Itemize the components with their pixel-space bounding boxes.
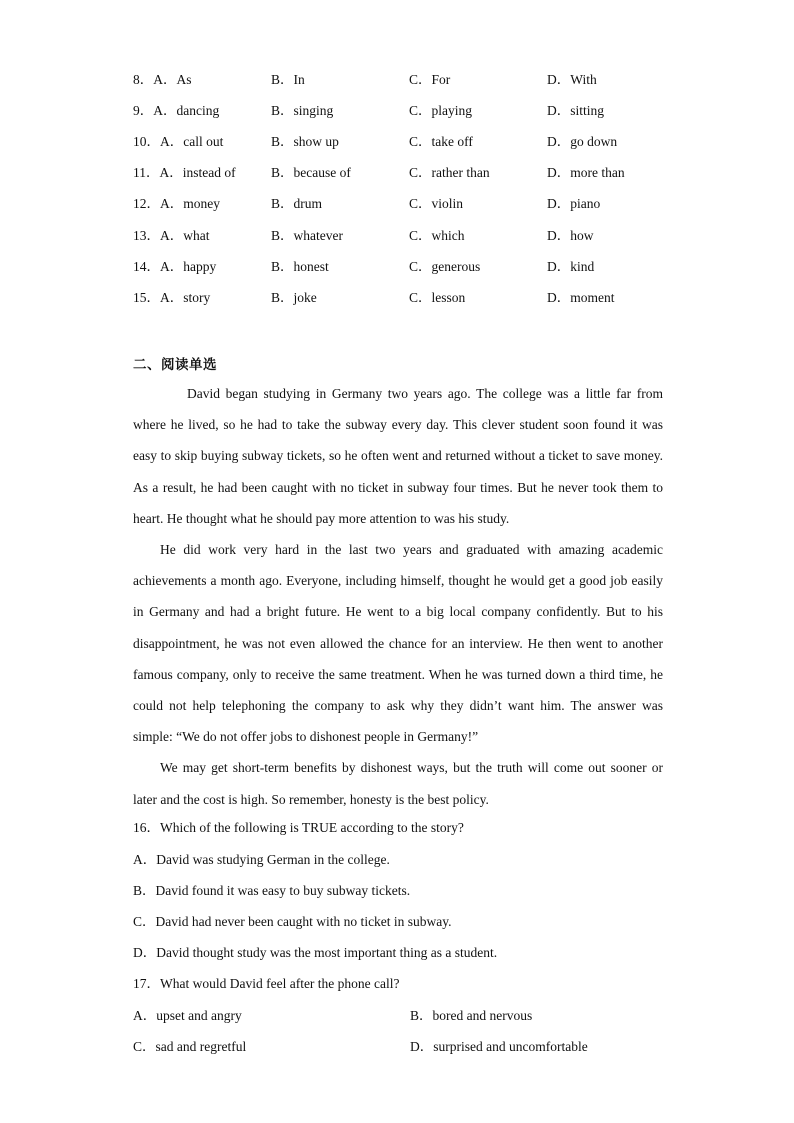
options-row-15 bbox=[133, 286, 673, 306]
question-17-option-c: C．sad and regretful bbox=[133, 1039, 247, 1054]
option-b: B．whatever bbox=[271, 228, 343, 243]
option-c: C．take off bbox=[409, 134, 473, 149]
option-b: B．In bbox=[271, 72, 305, 87]
option-a: 8．A．As bbox=[133, 72, 192, 87]
options-row-11 bbox=[133, 161, 673, 181]
option-d: D．With bbox=[547, 72, 597, 87]
question-16-option-b: B．David found it was easy to buy subway tickets. bbox=[133, 883, 411, 898]
option-d: D．moment bbox=[547, 290, 615, 305]
question-16-option-c: C．David had never been caught with no ticket in subway. bbox=[133, 914, 452, 929]
options-row-9 bbox=[133, 99, 673, 119]
options-row-13 bbox=[133, 224, 673, 244]
option-d: D．more than bbox=[547, 165, 625, 180]
option-a: 10．A．call out bbox=[133, 134, 224, 149]
option-d: D．how bbox=[547, 228, 594, 243]
option-a: 9．A．dancing bbox=[133, 103, 220, 118]
options-row-14 bbox=[133, 255, 673, 275]
options-row-10 bbox=[133, 130, 673, 150]
passage-paragraph-1: David began studying in Germany two years ago. The college was a little far from where he lived, so he had to take the subway every day. This clever student soon found it was easy to skip buying subway tickets, so he often went and returned without a ticket to save money. As a result, he had been caught with no ticket in subway four times. But he never took them to heart. He thought what he should pay more attention to was his study. bbox=[133, 386, 663, 526]
passage-paragraph-3: We may get short-term benefits by dishonest ways, but the truth will come out sooner or later and the cost is high. So remember, honesty is the best policy. bbox=[133, 760, 663, 807]
option-a: 12．A．money bbox=[133, 196, 220, 211]
question-17-option-b: B．bored and nervous bbox=[410, 1008, 533, 1023]
reading-passage bbox=[133, 378, 663, 815]
option-b: B．show up bbox=[271, 134, 339, 149]
options-row-12 bbox=[133, 192, 673, 212]
option-b: B．joke bbox=[271, 290, 317, 305]
option-c: C．rather than bbox=[409, 165, 490, 180]
question-16-option-d: D．David thought study was the most important thing as a student. bbox=[133, 945, 498, 960]
option-c: C．For bbox=[409, 72, 451, 87]
option-c: C．playing bbox=[409, 103, 472, 118]
question-16-stem: 16．Which of the following is TRUE according to the story? bbox=[133, 820, 464, 835]
passage-paragraph-2: He did work very hard in the last two years and graduated with amazing academic achievements a month ago. Everyone, including himself, thought he would get a good job easily in Germany and had a bright future. He went to a big local company confidently. But to his disappointment, he was not even allowed the chance for an interview. He then went to another famous company, only to receive the same treatment. When he was turned down a third time, he could not help telephoning the company to ask why they didn’t want him. The answer was simple: “We do not offer jobs to dishonest people in Germany!” bbox=[133, 542, 663, 745]
option-d: D．kind bbox=[547, 259, 595, 274]
option-c: C．violin bbox=[409, 196, 464, 211]
option-d: D．go down bbox=[547, 134, 618, 149]
option-b: B．honest bbox=[271, 259, 329, 274]
option-c: C．generous bbox=[409, 259, 481, 274]
options-row-8 bbox=[133, 68, 673, 88]
option-b: B．because of bbox=[271, 165, 351, 180]
option-b: B．singing bbox=[271, 103, 334, 118]
option-a: 13．A．what bbox=[133, 228, 210, 243]
option-a: 11．A．instead of bbox=[133, 165, 236, 180]
question-17-option-d: D．surprised and uncomfortable bbox=[410, 1039, 588, 1054]
option-a: 14．A．happy bbox=[133, 259, 217, 274]
question-17-stem: 17．What would David feel after the phone call? bbox=[133, 976, 400, 991]
option-c: C．lesson bbox=[409, 290, 466, 305]
question-16-option-a: A．David was studying German in the college. bbox=[133, 852, 390, 867]
section-heading: 二、阅读单选 bbox=[133, 357, 217, 373]
option-a: 15．A．story bbox=[133, 290, 211, 305]
option-b: B．drum bbox=[271, 196, 323, 211]
question-17-option-a: A．upset and angry bbox=[133, 1008, 242, 1023]
option-c: C．which bbox=[409, 228, 465, 243]
option-d: D．piano bbox=[547, 196, 601, 211]
option-d: D．sitting bbox=[547, 103, 605, 118]
